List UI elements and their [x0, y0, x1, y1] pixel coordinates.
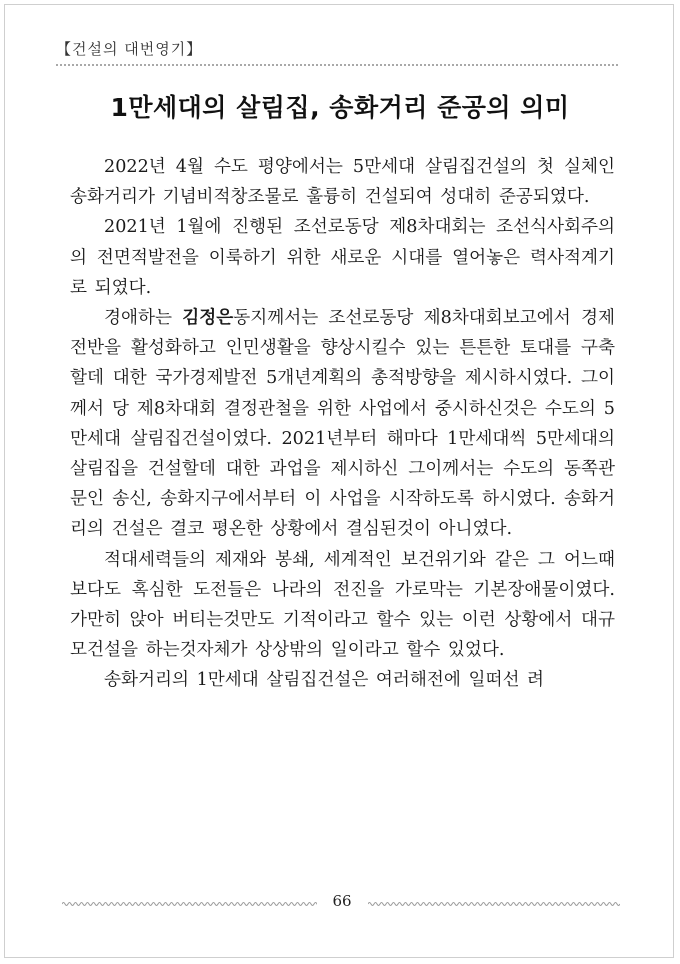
footer-ornament-right [368, 900, 620, 908]
footer-ornament-left [62, 900, 317, 908]
paragraph-text: 2022년 4월 수도 평양에서는 5만세대 살림집건설의 첫 실체인 송화거리가 기념비적창조물로 훌륭히 건설되여 성대히 준공되였다. [70, 157, 615, 208]
paragraph-text: 동지께서는 조선로동당 제8차대회보고에서 경제전반을 활성화하고 인민생활을 향상시킬수 있는 튼튼한 토대를 구축할데 대한 국가경제발전 5개년계획의 총적방향을 제시하시였다. 그이께서 당 제8차대회 결정관철을 위한 사업에서 중시하신것은 수도의 5만세대 살림집건설이였다. 2021년부터 해마다 1만세대씩 5만세대의 살림집을 건설할데 대한 과업을 제시하신 그이께서는 수도의 동쪽관문인 송신, 송화지구에서부터 이 사업을 시작하도록 하시였다. 송화거리의 건설은 결코 평온한 상황에서 결심된것이 아니였다. [70, 308, 616, 540]
page-footer [0, 888, 680, 916]
paragraph-text: 경애하는 [104, 308, 183, 329]
article-body [70, 152, 615, 696]
paragraph [70, 665, 615, 695]
header-divider [56, 64, 618, 66]
paragraph [70, 152, 615, 212]
paragraph [70, 545, 615, 666]
paragraph-text: 적대세력들의 제재와 봉쇄, 세계적인 보건위기와 같은 그 어느때보다도 혹심한 도전들은 나라의 전진을 가로막는 기본장애물이였다. 가만히 앉아 버티는것만도 기적이라고 할수 있는 이런 상황에서 대규모건설을 하는것자체가 상상밖의 일이라고 할수 있었다. [70, 549, 615, 661]
paragraph-text: 송화거리의 1만세대 살림집건설은 여러해전에 일떠선 려 [104, 670, 545, 691]
emphasized-name: 김정은 [182, 308, 234, 329]
paragraph [70, 303, 615, 545]
section-header: 【건설의 대번영기】 [56, 40, 203, 58]
article-title: 1만세대의 살림집, 송화거리 준공의 의미 [110, 93, 570, 122]
page-number: 66 [332, 892, 352, 910]
paragraph-text: 2021년 1월에 진행된 조선로동당 제8차대회는 조선식사회주의의 전면적발전을 이룩하기 위한 새로운 시대를 열어놓은 력사적계기로 되였다. [70, 217, 615, 298]
paragraph [70, 212, 615, 303]
